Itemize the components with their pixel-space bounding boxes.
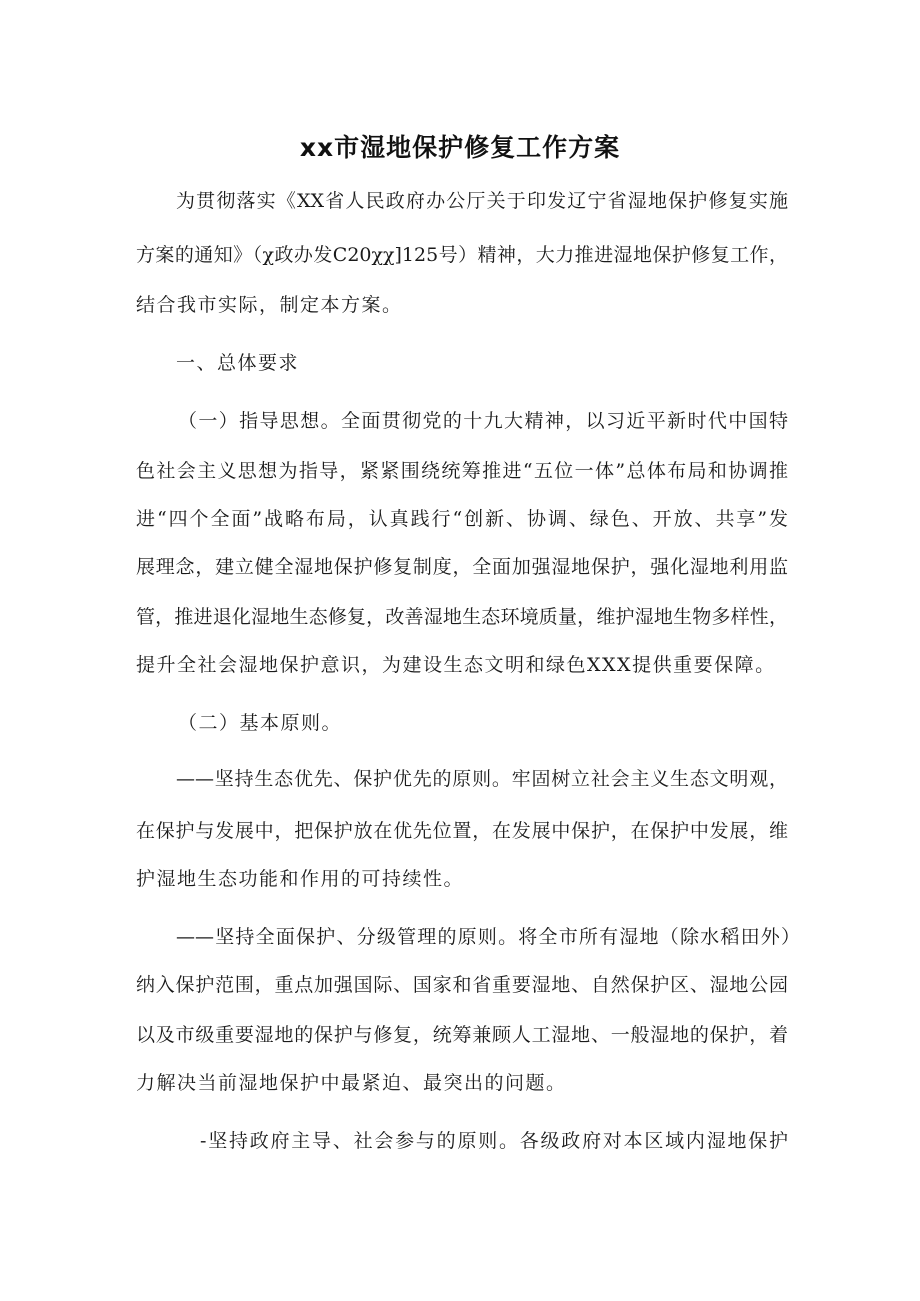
guiding-line-2: 色社会主义思想为指导，紧紧围绕统筹推进“五位一体”总体布局和协调推 [136,460,788,482]
section-heading-overall: 一、总体要求 [176,352,300,374]
document-title: xx市湿地保护修复工作方案 [299,133,621,162]
intro-line-1: 为贯彻落实《XX省人民政府办公厅关于印发辽宁省湿地保护修复实施 [176,190,788,212]
guiding-line-3: 进“四个全面”战略布局，认真践行“创新、协调、绿色、开放、共享”发 [136,508,788,530]
principle1-line-3: 护湿地生态功能和作用的可持续性。 [136,868,465,890]
guiding-line-5: 管，推进退化湿地生态修复，改善湿地生态环境质量，维护湿地生物多样性， [136,606,788,628]
principle2-line-2: 纳入保护范围，重点加强国际、国家和省重要湿地、自然保护区、湿地公园 [136,974,788,996]
principle1-line-1: ——坚持生态优先、保护优先的原则。牢固树立社会主义生态文明观， [176,768,788,790]
section-heading-principles: （二）基本原则。 [178,712,343,734]
intro-line-3: 结合我市实际，制定本方案。 [136,294,403,316]
principle1-line-2: 在保护与发展中，把保护放在优先位置，在发展中保护，在保护中发展，维 [136,820,788,842]
principle2-line-1: ——坚持全面保护、分级管理的原则。将全市所有湿地（除水稻田外） [176,926,800,948]
guiding-line-4: 展理念，建立健全湿地保护修复制度，全面加强湿地保护，强化湿地利用监 [136,556,788,578]
intro-line-2: 方案的通知》（χ政办发C20χχ]125号）精神，大力推进湿地保护修复工作， [136,244,788,266]
guiding-line-6: 提升全社会湿地保护意识，为建设生态文明和绿色XXX提供重要保障。 [136,654,776,676]
principle2-line-4: 力解决当前湿地保护中最紧迫、最突出的问题。 [136,1072,567,1094]
principle3-line-1: -坚持政府主导、社会参与的原则。各级政府对本区域内湿地保护 [200,1130,788,1152]
guiding-line-1: （一）指导思想。全面贯彻党的十九大精神，以习近平新时代中国特 [178,410,788,432]
principle2-line-3: 以及市级重要湿地的保护与修复，统筹兼顾人工湿地、一般湿地的保护，着 [136,1024,788,1046]
